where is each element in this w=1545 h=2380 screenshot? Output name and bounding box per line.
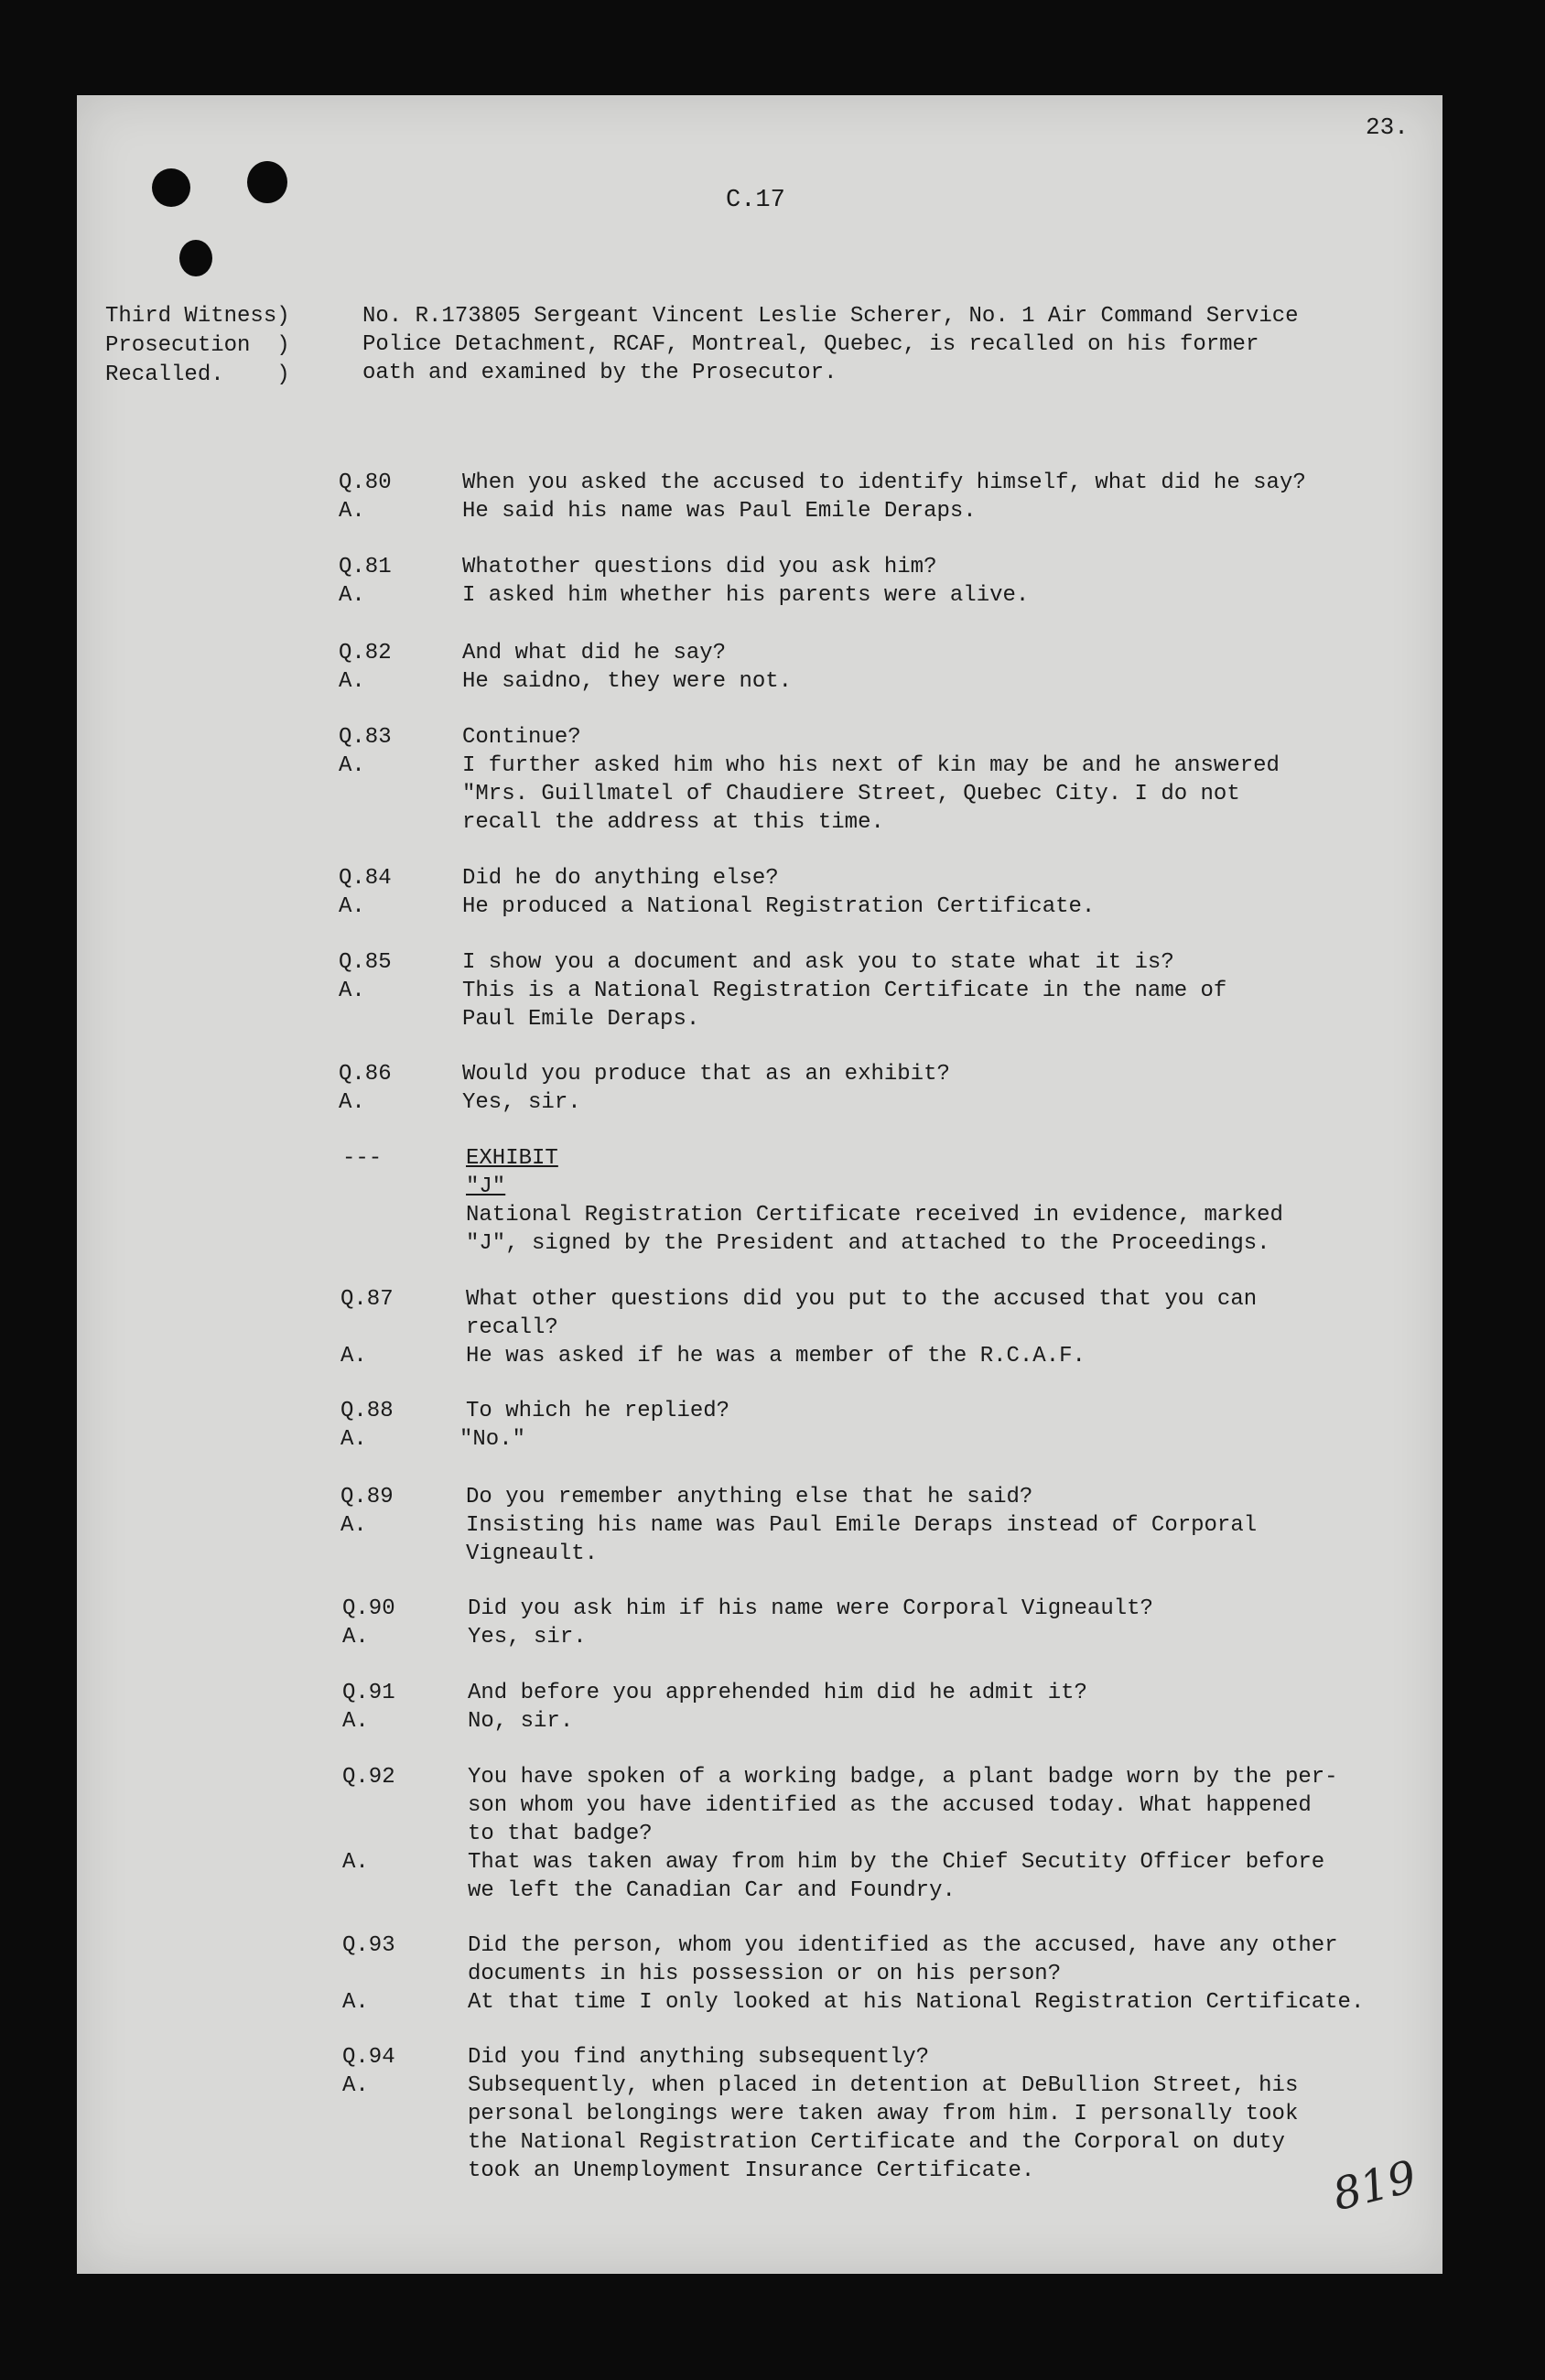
answer-label: A. bbox=[339, 979, 365, 1003]
answer-text: Subsequently, when placed in detention at DeBullion Street, his personal belongings were taken away from him. I personally took the National Registration Certificate and the Corporal on duty took an Unemployment Insurance Certificate. bbox=[468, 2073, 1299, 2183]
question-number: Q.90 bbox=[342, 1596, 395, 1621]
answer-text: "No." bbox=[459, 1427, 526, 1452]
answer-text: No, sir. bbox=[468, 1709, 574, 1734]
question-text: You have spoken of a working badge, a plant badge worn by the per- son whom you have identified as the accused today. What happened to that badge? bbox=[468, 1765, 1338, 1846]
answer-text: Yes, sir. bbox=[468, 1625, 587, 1650]
answer-label: A. bbox=[342, 1709, 369, 1734]
answer-text: He said his name was Paul Emile Deraps. bbox=[462, 499, 977, 524]
question-number: Q.88 bbox=[340, 1399, 394, 1423]
question-number: Q.91 bbox=[342, 1681, 395, 1705]
question-text: Did the person, whom you identified as the accused, have any other documents in his possession or on his person? bbox=[468, 1933, 1338, 1986]
exhibit-dash: --- bbox=[342, 1146, 383, 1171]
exhibit-title: EXHIBIT "J" bbox=[466, 1146, 558, 1199]
answer-label: A. bbox=[339, 669, 365, 694]
answer-text: Yes, sir. bbox=[462, 1090, 581, 1115]
answer-text: At that time I only looked at his National Registration Certificate. bbox=[468, 1990, 1365, 2015]
punch-hole-2 bbox=[247, 161, 287, 203]
answer-label: A. bbox=[339, 583, 365, 608]
answer-text: He was asked if he was a member of the R.C.A.F. bbox=[466, 1344, 1086, 1368]
answer-text: That was taken away from him by the Chief Secutity Officer before we left the Canadian Car and Foundry. bbox=[468, 1850, 1325, 1903]
answer-label: A. bbox=[340, 1513, 367, 1538]
question-text: And what did he say? bbox=[462, 641, 727, 665]
question-text: I show you a document and ask you to state what it is? bbox=[462, 950, 1174, 975]
question-text: Do you remember anything else that he said? bbox=[466, 1485, 1033, 1509]
answer-label: A. bbox=[340, 1427, 367, 1452]
punch-hole-3 bbox=[179, 240, 212, 276]
question-number: Q.80 bbox=[339, 471, 392, 495]
question-number: Q.85 bbox=[339, 950, 392, 975]
question-number: Q.82 bbox=[339, 641, 392, 665]
answer-label: A. bbox=[342, 1625, 369, 1650]
answer-text: He saidno, they were not. bbox=[462, 669, 793, 694]
answer-text: I asked him whether his parents were alive. bbox=[462, 583, 1030, 608]
page-number: 23. bbox=[1366, 114, 1409, 141]
answer-label: A. bbox=[342, 2073, 369, 2098]
answer-label: A. bbox=[339, 894, 365, 919]
question-text: Did you ask him if his name were Corporal Vigneault? bbox=[468, 1596, 1153, 1621]
question-text: Whatother questions did you ask him? bbox=[462, 555, 937, 579]
answer-label: A. bbox=[339, 753, 365, 778]
question-number: Q.83 bbox=[339, 725, 392, 750]
question-text: Continue? bbox=[462, 725, 581, 750]
answer-text: This is a National Registration Certificate in the name of Paul Emile Deraps. bbox=[462, 979, 1227, 1032]
question-number: Q.84 bbox=[339, 866, 392, 891]
answer-label: A. bbox=[339, 499, 365, 524]
question-number: Q.87 bbox=[340, 1287, 394, 1312]
answer-text: Insisting his name was Paul Emile Deraps instead of Corporal Vigneault. bbox=[466, 1513, 1258, 1566]
answer-label: A. bbox=[340, 1344, 367, 1368]
question-text: When you asked the accused to identify himself, what did he say? bbox=[462, 471, 1306, 495]
question-text: Would you produce that as an exhibit? bbox=[462, 1062, 950, 1087]
answer-text: He produced a National Registration Certificate. bbox=[462, 894, 1096, 919]
question-number: Q.92 bbox=[342, 1765, 395, 1790]
answer-label: A. bbox=[342, 1990, 369, 2015]
question-text: What other questions did you put to the accused that you can recall? bbox=[466, 1287, 1258, 1340]
witness-label: Third Witness) Prosecution ) Recalled. ) bbox=[105, 304, 290, 387]
answer-text: I further asked him who his next of kin may be and he answered "Mrs. Guillmatel of Chaudiere Street, Quebec City. I do not recall the address at this time. bbox=[462, 753, 1280, 835]
witness-intro: No. R.173805 Sergeant Vincent Leslie Scherer, No. 1 Air Command Service Police Detachment, RCAF, Montreal, Quebec, is recalled on his former oath and examined by the Prosecutor. bbox=[362, 304, 1299, 385]
question-number: Q.86 bbox=[339, 1062, 392, 1087]
question-text: Did he do anything else? bbox=[462, 866, 779, 891]
question-text: And before you apprehended him did he admit it? bbox=[468, 1681, 1087, 1705]
question-number: Q.81 bbox=[339, 555, 392, 579]
document-reference: C.17 bbox=[726, 187, 785, 214]
punch-hole-1 bbox=[152, 168, 190, 207]
answer-label: A. bbox=[339, 1090, 365, 1115]
answer-label: A. bbox=[342, 1850, 369, 1875]
question-number: Q.93 bbox=[342, 1933, 395, 1958]
question-number: Q.89 bbox=[340, 1485, 394, 1509]
question-number: Q.94 bbox=[342, 2045, 395, 2070]
handwritten-page-mark: 819 bbox=[1327, 2150, 1422, 2222]
exhibit-text: National Registration Certificate received in evidence, marked "J", signed by the President and attached to the Proceedings. bbox=[466, 1203, 1283, 1256]
question-text: Did you find anything subsequently? bbox=[468, 2045, 930, 2070]
question-text: To which he replied? bbox=[466, 1399, 730, 1423]
